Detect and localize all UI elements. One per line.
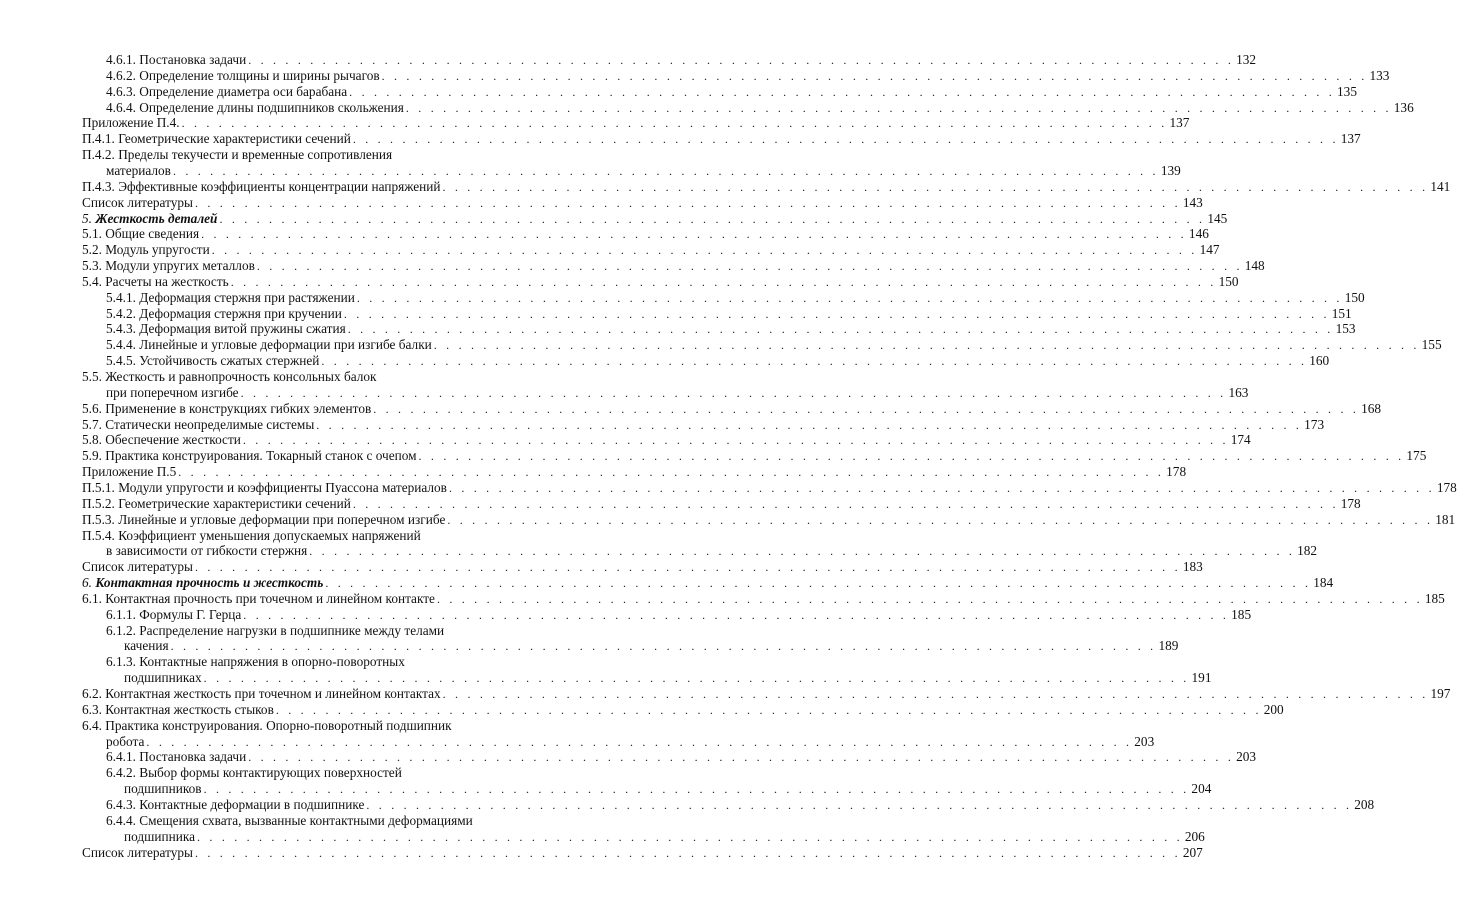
toc-entry[interactable] [82,273,1239,290]
toc-entry[interactable] [124,638,1179,654]
toc-page-number: 136 [1393,99,1414,115]
toc-entry-title: 6.1.3. Контактные напряжения в опорно-поворотных [106,654,405,670]
toc-page-number: 175 [1406,448,1427,464]
toc-page-number: 143 [1182,194,1203,210]
toc-page-number: 173 [1304,416,1325,432]
toc-page-number: 183 [1182,559,1203,575]
toc-entry-title: Приложение П.5 [82,464,177,480]
toc-page-number: 153 [1335,321,1356,337]
toc-entry-title: 6.3. Контактная жесткость стыков [82,701,274,717]
toc-entry[interactable] [106,52,1257,68]
dot-leader: . . . . . . . . . . . . . . . . . . . . . . . . . . . . . . . . . . . . . . . . . . . . . . . . . . . . . . . . . . . . . . . . . . . . . . . . . . . . . . . . [197,829,1183,844]
toc-entry-title: 5.8. Обеспечение жесткости [82,432,241,448]
toc-entry-title: 4.6.3. Определение диаметра оси барабана [106,83,348,99]
chapter-title: Жесткость деталей [95,210,218,226]
toc-page-number: 145 [1207,210,1228,226]
toc-entry[interactable] [82,226,1209,242]
toc-entry[interactable] [82,559,1203,575]
toc-page-number: 155 [1421,337,1442,353]
dot-leader: . . . . . . . . . . . . . . . . . . . . . . . . . . . . . . . . . . . . . . . . . . . . . . . . . . . . . . . . . . . . . . . . . . . . . . . . . . . . . . . . [442,687,1429,701]
toc-page-number: 204 [1191,781,1212,797]
dot-leader: . . . . . . . . . . . . . . . . . . . . . . . . . . . . . . . . . . . . . . . . . . . . . . . . . . . . . . . . . . . . . . . . . . . . . . . . . . . . . . . . [181,116,1168,131]
toc-page-number: 132 [1236,52,1257,67]
toc-entry-title: 4.6.2. Определение толщины и ширины рычагов [106,67,380,83]
toc-entry-title: П.5.3. Линейные и угловые деформации при поперечном изгибе [82,511,446,527]
toc-entry[interactable] [82,479,1457,496]
toc-page-number: 181 [1435,511,1456,527]
dot-leader: . . . . . . . . . . . . . . . . . . . . . . . . . . . . . . . . . . . . . . . . . . . . . . . . . . . . . . . . . . . . . . . . . . . . . . . . . . . . . . . . [352,132,1339,147]
toc-entry[interactable] [82,400,1382,417]
dot-leader: . . . . . . . . . . . . . . . . . . . . . . . . . . . . . . . . . . . . . . . . . . . . . . . . . . . . . . . . . . . . . . . . . . . . . . . . . . . . . . . . [366,797,1353,812]
toc-entry-title: П.4.1. Геометрические характеристики сечений [82,131,351,147]
toc-entry-continuation: материалов [106,162,171,178]
dot-leader: . . . . . . . . . . . . . . . . . . . . . . . . . . . . . . . . . . . . . . . . . . . . . . . . . . . . . . . . . . . . . . . . . . . . . . . . . . . . . . . . [201,227,1187,242]
toc-entry[interactable] [82,242,1220,258]
toc-page-number: 203 [1134,733,1155,749]
dot-leader: . . . . . . . . . . . . . . . . . . . . . . . . . . . . . . . . . . . . . . . . . . . . . . . . . . . . . . . . . . . . . . . . . . . . . . . . . . . . . . . . [347,322,1334,337]
toc-page-number: 168 [1361,400,1382,416]
toc-page-number: 197 [1430,686,1451,701]
toc-entry[interactable] [82,416,1325,433]
toc-page-number: 148 [1244,258,1265,274]
toc-entry[interactable] [124,828,1205,845]
dot-leader: . . . . . . . . . . . . . . . . . . . . . . . . . . . . . . . . . . . . . . . . . . . . . . . . . . . . . . . . . . . . . . . . . . . . . . . . . . . . . . . . [240,385,1227,400]
toc-page-number: 178 [1166,464,1187,480]
toc-entry-title: П.5.4. Коэффициент уменьшения допускаемых напряжений [82,527,421,543]
chapter-title: Контактная прочность и жесткость [95,575,324,591]
toc-page-number: 207 [1182,844,1203,860]
dot-leader: . . . . . . . . . . . . . . . . . . . . . . . . . . . . . . . . . . . . . . . . . . . . . . . . . . . . . . . . . . . . . . . . . . . . . . . . . . . . . . . . [418,449,1405,464]
toc-entry[interactable] [106,733,1155,750]
dot-leader: . . . . . . . . . . . . . . . . . . . . . . . . . . . . . . . . . . . . . . . . . . . . . . . . . . . . . . . . . . . . . . . . . . . . . . . . . . . . . . . . [243,607,1230,622]
toc-page-number: 151 [1331,305,1352,321]
toc-page-number: 191 [1191,670,1212,686]
dot-leader: . . . . . . . . . . . . . . . . . . . . . . . . . . . . . . . . . . . . . . . . . . . . . . . . . . . . . . . . . . . . . . . . . . . . . . . . . . . . . . . . [242,433,1229,448]
toc-entry-title: 5.4.5. Устойчивость сжатых стержней [106,353,320,369]
toc-entry[interactable] [82,844,1203,861]
toc-entry[interactable] [82,448,1427,464]
toc-entry-title: 5.4. Расчеты на жесткость [82,273,229,289]
dot-leader: . . . . . . . . . . . . . . . . . . . . . . . . . . . . . . . . . . . . . . . . . . . . . . . . . . . . . . . . . . . . . . . . . . . . . . . . . . . . . . . . [447,512,1434,527]
toc-entry[interactable] [124,670,1212,686]
dot-leader: . . . . . . . . . . . . . . . . . . . . . . . . . . . . . . . . . . . . . . . . . . . . . . . . . . . . . . . . . . . . . . . . . . . . . . . . . . . . . . . . [230,274,1217,289]
toc-entry-title: 5.3. Модули упругих металлов [82,258,255,274]
dot-leader: . . . . . . . . . . . . . . . . . . . . . . . . . . . . . . . . . . . . . . . . . . . . . . . . . . . . . . . . . . . . . . . . . . . . . . . . . . . . . . . . [321,354,1308,369]
dot-leader: . . . . . . . . . . . . . . . . . . . . . . . . . . . . . . . . . . . . . . . . . . . . . . . . . . . . . . . . . . . . . . . . . . . . . . . . . . . . . . . . [325,576,1312,591]
toc-page-number: 182 [1297,543,1318,559]
toc-page-number: 135 [1337,83,1357,99]
dot-leader: . . . . . . . . . . . . . . . . . . . . . . . . . . . . . . . . . . . . . . . . . . . . . . . . . . . . . . . . . . . . . . . . . . . . . . . . . . . . . . . . [356,290,1343,305]
dot-leader: . . . . . . . . . . . . . . . . . . . . . . . . . . . . . . . . . . . . . . . . . . . . . . . . . . . . . . . . . . . . . . . . . . . . . . . . . . . . . . . . [172,163,1159,178]
toc-entry-title: П.4.3. Эффективные коэффициенты концентрации напряжений [82,178,441,194]
toc-entry-title: 5.1. Общие сведения [82,226,200,242]
toc-page-number: 208 [1354,796,1375,812]
toc-entry[interactable] [106,99,1414,116]
toc-entry-title: Приложение П.4. [82,115,180,131]
toc-entry[interactable] [82,210,1228,227]
toc-entry-title: 6.1. Контактная прочность при точечном и линейном контакте [82,590,435,606]
toc-entry[interactable] [82,511,1456,528]
dot-leader: . . . . . . . . . . . . . . . . . . . . . . . . . . . . . . . . . . . . . . . . . . . . . . . . . . . . . . . . . . . . . . . . . . . . . . . . . . . . . . . . [448,480,1435,495]
toc-entry-title: Список литературы [82,559,193,575]
toc-entry-title: 6.2. Контактная жесткость при точечном и линейном контактах [82,686,441,701]
toc-entry[interactable] [82,590,1445,607]
dot-leader: . . . . . . . . . . . . . . . . . . . . . . . . . . . . . . . . . . . . . . . . . . . . . . . . . . . . . . . . . . . . . . . . . . . . . . . . . . . . . . . . [219,211,1206,226]
toc-entry-title: 6.4. Практика конструирования. Опорно-поворотный подшипник [82,717,452,733]
toc-entry-title: Список литературы [82,844,193,860]
toc-entry-title: 5.4.2. Деформация стержня при кручении [106,305,342,321]
toc-page-number: 141 [1430,178,1451,194]
toc-entry-title: 4.6.1. Постановка задачи [106,52,247,67]
toc-entry-title: 6.1.1. Формулы Г. Герца [106,606,242,622]
dot-leader: . . . . . . . . . . . . . . . . . . . . . . . . . . . . . . . . . . . . . . . . . . . . . . . . . . . . . . . . . . . . . . . . . . . . . . . . . . . . . . . . [275,702,1262,717]
toc-entry[interactable] [106,305,1352,322]
toc-entry-title: 4.6.4. Определение длины подшипников скольжения [106,99,404,115]
toc-entry-continuation: подшипниках [124,670,202,686]
dot-leader: . . . . . . . . . . . . . . . . . . . . . . . . . . . . . . . . . . . . . . . . . . . . . . . . . . . . . . . . . . . . . . . . . . . . . . . . . . . . . . . . [194,195,1181,210]
toc-page-number: 160 [1309,353,1330,369]
toc-entry[interactable] [106,353,1330,369]
toc-page-number: 137 [1169,115,1190,131]
toc-entry[interactable] [106,289,1365,306]
dot-leader: . . . . . . . . . . . . . . . . . . . . . . . . . . . . . . . . . . . . . . . . . . . . . . . . . . . . . . . . . . . . . . . . . . . . . . . . . . . . . . . . [248,53,1235,67]
toc-page-number: 147 [1199,242,1220,258]
toc-entry-title: 6.4.2. Выбор формы контактирующих поверхностей [106,765,402,781]
toc-entry-continuation: робота [106,733,145,749]
toc-page-number: 178 [1436,479,1457,495]
toc-entry[interactable] [106,67,1390,84]
dot-leader: . . . . . . . . . . . . . . . . . . . . . . . . . . . . . . . . . . . . . . . . . . . . . . . . . . . . . . . . . . . . . . . . . . . . . . . . . . . . . . . . [203,671,1190,686]
chapter-number: 6. [82,575,92,591]
dot-leader: . . . . . . . . . . . . . . . . . . . . . . . . . . . . . . . . . . . . . . . . . . . . . . . . . . . . . . . . . . . . . . . . . . . . . . . . . . . . . . . . [316,417,1303,432]
toc-entry-title: 5.2. Модуль упругости [82,242,210,258]
dot-leader: . . . . . . . . . . . . . . . . . . . . . . . . . . . . . . . . . . . . . . . . . . . . . . . . . . . . . . . . . . . . . . . . . . . . . . . . . . . . . . . . [178,465,1165,480]
dot-leader: . . . . . . . . . . . . . . . . . . . . . . . . . . . . . . . . . . . . . . . . . . . . . . . . . . . . . . . . . . . . . . . . . . . . . . . . . . . . . . . . [170,639,1157,654]
toc-entry[interactable] [82,258,1265,274]
toc-entry[interactable] [82,686,1451,702]
toc-page-number: 184 [1313,575,1334,591]
toc-entry-title: 5.4.1. Деформация стержня при растяжении [106,289,355,305]
toc-entry-continuation: качения [124,638,169,654]
dot-leader: . . . . . . . . . . . . . . . . . . . . . . . . . . . . . . . . . . . . . . . . . . . . . . . . . . . . . . . . . . . . . . . . . . . . . . . . . . . . . . . . [309,544,1296,559]
dot-leader: . . . . . . . . . . . . . . . . . . . . . . . . . . . . . . . . . . . . . . . . . . . . . . . . . . . . . . . . . . . . . . . . . . . . . . . . . . . . . . . . [352,496,1339,511]
toc-entry-title: 5.4.3. Деформация витой пружины сжатия [106,321,346,337]
toc-entry-continuation: подшипников [124,781,202,797]
toc-entry[interactable] [106,749,1257,765]
toc-entry-title: Список литературы [82,194,193,210]
toc-entry[interactable] [106,83,1357,100]
toc-entry[interactable] [124,781,1212,797]
dot-leader: . . . . . . . . . . . . . . . . . . . . . . . . . . . . . . . . . . . . . . . . . . . . . . . . . . . . . . . . . . . . . . . . . . . . . . . . . . . . . . . . [194,560,1181,575]
toc-page-number: 185 [1231,606,1252,622]
toc-entry-continuation: в зависимости от гибкости стержня [106,543,308,559]
toc-entry-continuation: подшипника [124,828,196,844]
dot-leader: . . . . . . . . . . . . . . . . . . . . . . . . . . . . . . . . . . . . . . . . . . . . . . . . . . . . . . . . . . . . . . . . . . . . . . . . . . . . . . . . [146,734,1133,749]
toc-page-number: 178 [1340,495,1361,511]
toc-entry[interactable] [82,178,1451,195]
toc-entry-title: 5.9. Практика конструирования. Токарный станок с очепом [82,448,417,464]
toc-entry[interactable] [106,606,1252,623]
dot-leader: . . . . . . . . . . . . . . . . . . . . . . . . . . . . . . . . . . . . . . . . . . . . . . . . . . . . . . . . . . . . . . . . . . . . . . . . . . . . . . . . [373,401,1360,416]
toc-page-number: 150 [1218,273,1239,289]
toc-entry[interactable] [82,432,1251,448]
toc-chapter-heading [82,211,217,226]
toc-entry[interactable] [82,131,1361,147]
toc-entry-title: 6.1.2. Распределение нагрузки в подшипнике между телами [106,622,445,638]
toc-entry[interactable] [82,575,1334,591]
dot-leader: . . . . . . . . . . . . . . . . . . . . . . . . . . . . . . . . . . . . . . . . . . . . . . . . . . . . . . . . . . . . . . . . . . . . . . . . . . . . . . . . [436,591,1423,606]
toc-entry[interactable] [106,796,1375,813]
toc-entry[interactable] [82,701,1284,718]
toc-page-number: 150 [1344,289,1365,305]
toc-page-number: 203 [1236,749,1257,765]
toc-entry[interactable] [82,464,1187,480]
dot-leader: . . . . . . . . . . . . . . . . . . . . . . . . . . . . . . . . . . . . . . . . . . . . . . . . . . . . . . . . . . . . . . . . . . . . . . . . . . . . . . . . [203,782,1190,797]
toc-entry-title: 5.7. Статически неопределимые системы [82,416,315,432]
toc-entry-continuation: при поперечном изгибе [106,384,239,400]
dot-leader: . . . . . . . . . . . . . . . . . . . . . . . . . . . . . . . . . . . . . . . . . . . . . . . . . . . . . . . . . . . . . . . . . . . . . . . . . . . . . . . . [343,306,1330,321]
toc-page-number: 185 [1424,590,1445,606]
toc-entry-title: 5.6. Применение в конструкциях гибких элементов [82,400,372,416]
toc-page-number: 200 [1263,701,1284,717]
toc-page-number: 146 [1188,226,1209,242]
dot-leader: . . . . . . . . . . . . . . . . . . . . . . . . . . . . . . . . . . . . . . . . . . . . . . . . . . . . . . . . . . . . . . . . . . . . . . . . . . . . . . . . [349,84,1335,99]
toc-entry[interactable] [106,543,1318,559]
chapter-number: 5. [82,210,92,226]
toc-entry-title: 5.4.4. Линейные и угловые деформации при изгибе балки [106,337,432,353]
toc-page-number: 133 [1369,67,1390,83]
dot-leader: . . . . . . . . . . . . . . . . . . . . . . . . . . . . . . . . . . . . . . . . . . . . . . . . . . . . . . . . . . . . . . . . . . . . . . . . . . . . . . . . [194,845,1181,860]
toc-page-number: 174 [1230,432,1251,448]
dot-leader: . . . . . . . . . . . . . . . . . . . . . . . . . . . . . . . . . . . . . . . . . . . . . . . . . . . . . . . . . . . . . . . . . . . . . . . . . . . . . . . . [433,338,1420,353]
toc-entry-title: П.5.1. Модули упругости и коэффициенты Пуассона материалов [82,479,447,495]
toc-page-number: 206 [1184,828,1205,844]
dot-leader: . . . . . . . . . . . . . . . . . . . . . . . . . . . . . . . . . . . . . . . . . . . . . . . . . . . . . . . . . . . . . . . . . . . . . . . . . . . . . . . . [256,259,1243,274]
dot-leader: . . . . . . . . . . . . . . . . . . . . . . . . . . . . . . . . . . . . . . . . . . . . . . . . . . . . . . . . . . . . . . . . . . . . . . . . . . . . . . . . [211,243,1198,258]
dot-leader: . . . . . . . . . . . . . . . . . . . . . . . . . . . . . . . . . . . . . . . . . . . . . . . . . . . . . . . . . . . . . . . . . . . . . . . . . . . . . . . . [381,68,1368,83]
dot-leader: . . . . . . . . . . . . . . . . . . . . . . . . . . . . . . . . . . . . . . . . . . . . . . . . . . . . . . . . . . . . . . . . . . . . . . . . . . . . . . . . [248,750,1235,765]
toc-entry[interactable] [82,495,1361,512]
dot-leader: . . . . . . . . . . . . . . . . . . . . . . . . . . . . . . . . . . . . . . . . . . . . . . . . . . . . . . . . . . . . . . . . . . . . . . . . . . . . . . . . [442,179,1429,194]
toc-entry[interactable] [82,194,1203,211]
toc-page-number: 189 [1158,638,1179,654]
toc-entry-title: 6.4.4. Смещения схвата, вызванные контактными деформациями [106,812,473,828]
toc-page-number: 139 [1160,162,1181,178]
toc-page-number: 137 [1340,131,1361,147]
dot-leader: . . . . . . . . . . . . . . . . . . . . . . . . . . . . . . . . . . . . . . . . . . . . . . . . . . . . . . . . . . . . . . . . . . . . . . . . . . . . . . . . [405,100,1392,115]
toc-entry-title: 6.4.1. Постановка задачи [106,749,247,765]
toc-entry[interactable] [106,162,1181,179]
toc-entry-title: П.4.2. Пределы текучести и временные сопротивления [82,147,393,163]
toc-entry-title: 6.4.3. Контактные деформации в подшипнике [106,796,365,812]
toc-entry[interactable] [106,337,1442,353]
toc-entry[interactable] [106,321,1356,337]
toc-chapter-heading [82,575,323,590]
toc-entry-title: 5.5. Жесткость и равнопрочность консольных балок [82,369,377,384]
toc-entry-title: П.5.2. Геометрические характеристики сечений [82,495,351,511]
toc-entry[interactable] [82,115,1190,131]
toc-entry[interactable] [106,384,1249,401]
toc-page-number: 163 [1228,384,1249,400]
